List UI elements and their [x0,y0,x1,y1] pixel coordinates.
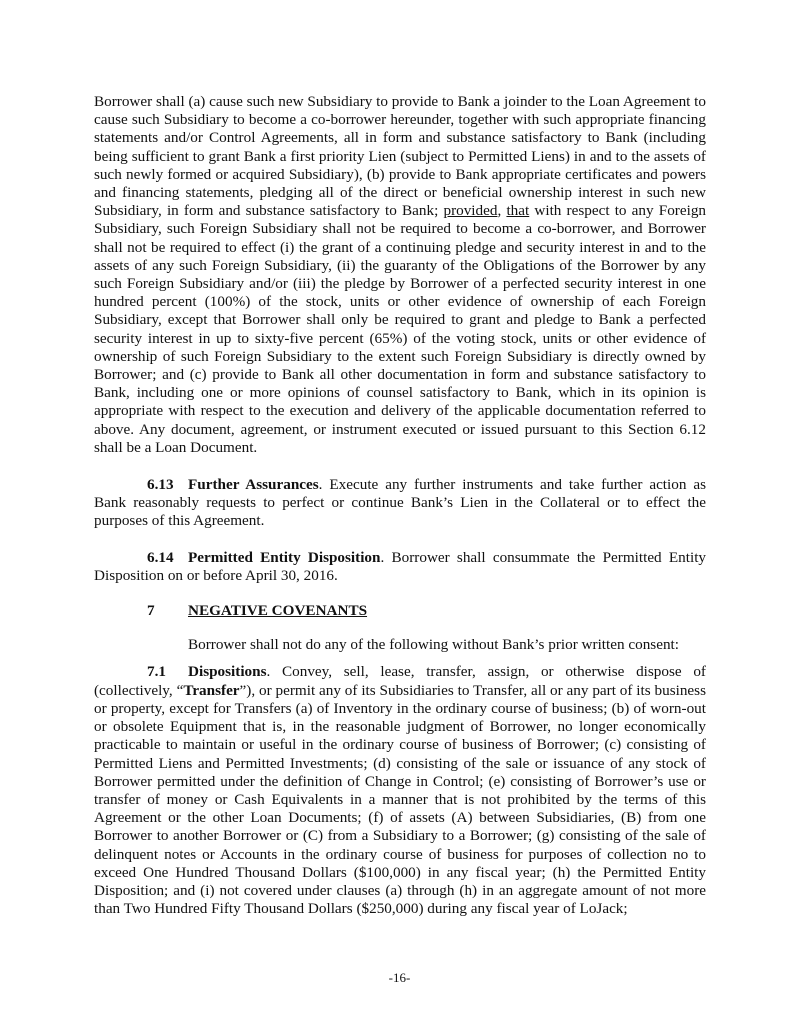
section-6-14-number: 6.14 [147,548,174,566]
section-7-1-title: Dispositions [188,663,267,681]
article-7-number: 7 [147,602,155,620]
article-7-title: NEGATIVE COVENANTS [188,602,368,620]
page-number: -16- [388,970,411,985]
section-7-1-body-part2: ”), or permit any of its Subsidiaries to Transfer, all or any part of its business or property, except for Transfers (a) of Inventory in the ordinary course of business; (b) of worn-out or obsolete Equipment that is, in the reasonable judgment of Borrower, no longer economically practicable to maintain or useful in the ordinary course of business of Borrower; (c) consisting of Permitted Liens and Permitted Investments; (d) consisting of the sale or issuance of any stock of Borrower permitted under the definition of Change in Control; (e) consisting of Borrower’s use or transfer of money or Cash Equivalents in a manner that is not prohibited by the terms of this Agreement or the other Loan Documents; (f) of assets (A) between Subsidiaries, (B) from one Borrower to another Borrower or (C) from a Subsidiary to a Borrower; (g) consisting of the sale of delinquent notes or Accounts in the ordinary course of business for purposes of collection no to exceed One Hundred Thousand Dollars ($100,000) in any fiscal year; (h) the Permitted Entity Disposition; and (i) not covered under clauses (a) through (h) in an aggregate amount of not more than Two Hundred Fifty Thousand Dollars ($250,000) during any fiscal year of LoJack; [94,681,706,918]
section-6-13-title: Further Assurances [188,476,319,494]
article-7-consent-clause: Borrower shall not do any of the following without Bank’s prior written consent: [188,636,679,654]
intro-text-part1: Borrower shall (a) cause such new Subsidiary to provide to Bank a joinder to the Loan Agreement to cause such Subsidiary to become a co-borrower hereunder, together with such appropriate financing statements and/or Control Agreements, all in form and substance satisfactory to Bank (including being sufficient to grant Bank a first priority Lien (subject to Permitted Liens) in and to the assets of such newly formed or acquired Subsidiary), (b) provide to Bank appropriate certificates and powers and financing statements, pledging all of the direct or beneficial ownership interest in such new Subsidiary, in form and substance satisfactory to Bank; [94,93,706,220]
intro-text-part2: with respect to any Foreign Subsidiary, such Foreign Subsidiary shall not be required to become a co-borrower, and Borrower shall not be required to effect (i) the grant of a continuing pledge and security interest in and to the assets of any such Foreign Subsidiary, (ii) the guaranty of the Obligations of the Borrower by any such Foreign Subsidiary and/or (iii) the pledge by Borrower of a perfected security interest in one hundred percent (100%) of the stock, units or other evidence of ownership of each Foreign Subsidiary, except that Borrower shall only be required to grant and pledge to Bank a perfected security interest in up to sixty-five percent (65%) of the voting stock, units or other evidence of ownership of such Foreign Subsidiary to the extent such Foreign Subsidiary is directly owned by Borrower; and (c) provide to Bank all other documentation in form and substance satisfactory to Bank, including one or more opinions of counsel satisfactory to Bank, which in its opinion is appropriate with respect to the execution and delivery of the applicable documentation referred to above. Any document, agreement, or instrument executed or issued pursuant to this Section 6.12 shall be a Loan Document. [94,202,707,456]
section-7-1-body-part1: . Convey, sell, lease, transfer, assign, or otherwise dispose of (collectively, “ [94,663,706,699]
that-term: that [506,202,530,220]
section-6-14 [94,549,706,585]
paragraph-6-12-continued [94,93,706,457]
document-page [94,93,706,918]
section-6-13 [94,476,706,531]
section-7-1 [94,663,706,918]
section-7-1-number: 7.1 [147,663,166,681]
article-7-heading [147,602,706,620]
transfer-defined-term: Transfer [183,681,240,699]
provided-term: provided [443,202,498,220]
section-6-13-number: 6.13 [147,476,174,494]
section-6-13-body: . Execute any further instruments and take further action as Bank reasonably requests to perfect or continue Bank’s Lien in the Collateral or to effect the purposes of this Agreement. [94,476,706,530]
intro-comma: , [497,202,507,220]
section-6-14-body: . Borrower shall consummate the Permitted Entity Disposition on or before April 30, 2016. [94,548,707,584]
section-6-14-title: Permitted Entity Disposition [188,548,381,566]
